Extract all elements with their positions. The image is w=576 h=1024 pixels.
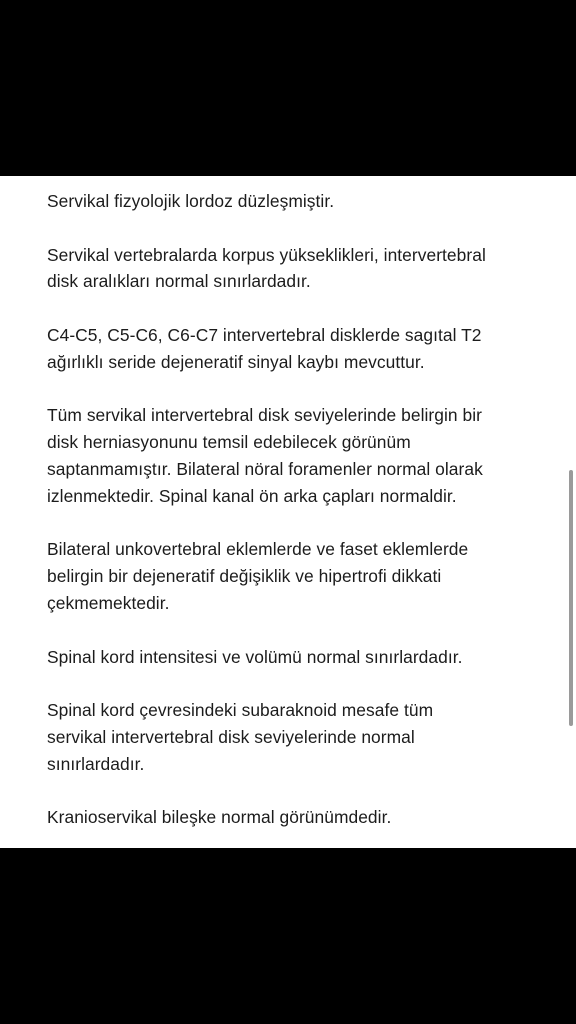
report-paragraph: Servikal vertebralarda korpus yükseklikleri, intervertebral disk aralıkları normal sınırlardadır. [47,244,486,292]
report-paragraph: Servikal fizyolojik lordoz düzleşmiştir. [47,191,335,211]
report-paragraph: C4-C5, C5-C6, C6-C7 intervertebral disklerde sagıtal T2 ağırlıklı seride dejeneratif sinyal kaybı mevcuttur. [47,324,482,372]
bottom-black-bar [0,848,576,1024]
report-paragraph: Bilateral unkovertebral eklemlerde ve faset eklemlerde belirgin bir dejeneratif değişiklik ve hipertrofi dikkati çekmemektedir. [47,539,469,613]
report-paragraph: Spinal kord çevresindeki subaraknoid mesafe tüm servikal intervertebral disk seviyelerinde normal sınırlardadır. [47,700,434,774]
vertical-scrollbar[interactable] [569,470,573,726]
report-paragraph: Kranioservikal bileşke normal görünümdedir. [47,807,392,828]
report-paragraph: Spinal kord intensitesi ve volümü normal sınırlardadır. [47,646,463,667]
top-black-bar [0,0,576,176]
report-paragraph: Tüm servikal intervertebral disk seviyelerinde belirgin bir disk herniasyonunu temsil edebilecek görünüm saptanmamıştır. Bilateral nöral foramenler normal olarak izlenmektedir. Spinal kanal ön arka çapları normaldir. [47,405,483,506]
report-text [47,188,547,848]
document-viewer[interactable] [0,176,576,848]
